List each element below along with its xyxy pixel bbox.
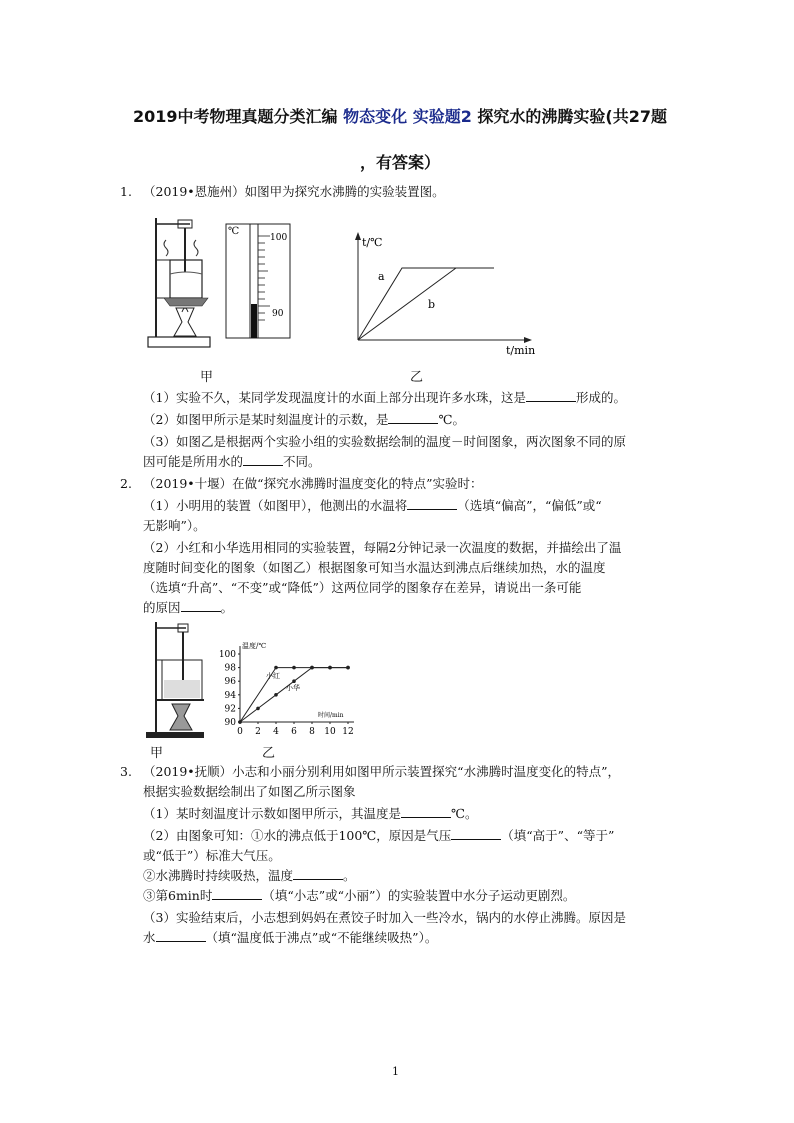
- q1-sub1: （1）实验不久，某同学发现温度计的水面上部分出现许多水珠，这是 形成的。: [143, 390, 626, 405]
- chart-y-tick-label: 96: [224, 677, 236, 688]
- q3-sub1: （1）某时刻温度计示数如图甲所示，其温度是 ℃。: [143, 806, 478, 821]
- q3-stem: （2019•抚顺）小志和小丽分别利用如图甲所示装置探究“水沸腾时温度变化的特点”，: [143, 764, 620, 779]
- chart-point: [310, 666, 314, 670]
- q2-fig-jia-caption: 甲: [150, 746, 164, 761]
- thermo-unit-label: ℃: [228, 226, 240, 237]
- q2-sub2: （2）小红和小华选用相同的实验装置，每隔2分钟记录一次温度的数据，并描绘出了温: [143, 540, 622, 555]
- chart-point: [256, 707, 260, 711]
- page-title: [100, 106, 700, 128]
- chart-point: [292, 666, 296, 670]
- q3-sub3-cont: 水 （填“温度低于沸点”或“不能继续吸热”）。: [143, 930, 438, 945]
- thermo-100-label: 100: [270, 233, 288, 243]
- q2-sub1: （1）小明用的装置（如图甲），他测出的水温将 （选填“偏高”，“偏低”或“: [143, 498, 602, 513]
- q1-stem: （2019•恩施州）如图甲为探究水沸腾的实验装置图。: [143, 184, 445, 199]
- q1-graph-figure: [338, 230, 548, 360]
- q3-stem-cont: 根据实验数据绘制出了如图乙所示图象: [143, 784, 356, 799]
- q2-apparatus-figure: [142, 620, 210, 740]
- q2-sub2-cont1: 度随时间变化的图象（如图乙）根据图象可知当水温达到沸点后继续加热，水的温度: [143, 560, 606, 575]
- q1-thermometer-figure: [224, 222, 292, 340]
- chart-xlabel: 时间/min: [318, 712, 344, 719]
- chart-y-tick-label: 94: [224, 690, 236, 701]
- q1-number: 1.: [120, 184, 132, 199]
- chart-y-tick-label: 98: [224, 663, 236, 674]
- chart-x-tick-label: 12: [342, 727, 354, 737]
- title-part1: 2019中考物理真题分类汇编: [132, 107, 338, 126]
- chart-point: [238, 720, 242, 724]
- chart-x-tick-label: 6: [291, 727, 297, 737]
- q3-number: 3.: [120, 764, 132, 779]
- chart-x-tick-label: 10: [324, 727, 336, 737]
- chart-label-xiaohong: 小红: [266, 672, 280, 680]
- chart-x-tick-label: 0: [237, 727, 243, 737]
- chart-x-tick-label: 4: [273, 727, 279, 737]
- q2-sub2-cont2: （选填“升高”、“不变”或“降低”）这两位同学的图象存在差异，请说出一条可能: [143, 580, 582, 595]
- q2-sub1-cont: 无影响”）。: [143, 518, 206, 533]
- chart-point: [274, 666, 278, 670]
- chart-x-tick-label: 8: [309, 727, 315, 737]
- chart-y-tick-label: 90: [224, 718, 236, 728]
- q1-sub3-cont: 因可能是所用水的 不同。: [143, 454, 321, 469]
- page-title-line2: ，有答案）: [359, 153, 440, 172]
- graph-xlabel: t/min: [506, 344, 536, 357]
- title-part4: 探究水的沸腾实验(共27题: [477, 107, 668, 126]
- q2-number: 2.: [120, 476, 132, 491]
- q1-apparatus-figure: [140, 212, 220, 352]
- q2-sub2-cont3: 的原因 。: [143, 600, 234, 615]
- chart-point: [346, 666, 350, 670]
- q1-sub2: （2）如图甲所示是某时刻温度计的示数，是 ℃。: [143, 412, 465, 427]
- chart-title: 温度/℃: [242, 642, 267, 650]
- q2-stem: （2019•十堰）在做“探究水沸腾时温度变化的特点”实验时：: [143, 476, 483, 491]
- q1-sub3: （3）如图乙是根据两个实验小组的实验数据绘制的温度－时间图象，两次图象不同的原: [143, 434, 626, 449]
- q3-sub2-item2: ②水沸腾时持续吸热，温度 。: [143, 868, 356, 883]
- graph-label-b: b: [428, 298, 436, 311]
- thermo-90-label: 90: [272, 309, 284, 319]
- q2-chart: [214, 640, 364, 740]
- q3-sub3: （3）实验结束后，小志想到妈妈在煮饺子时加入一些冷水，锅内的水停止沸腾。原因是: [143, 910, 626, 925]
- q3-sub2: （2）由图象可知：①水的沸点低于100℃，原因是气压 （填“高于”、“等于”: [143, 828, 615, 843]
- chart-label-xiaohua: 小华: [286, 684, 300, 692]
- q1-fig-yi-caption: 乙: [410, 370, 424, 385]
- chart-point: [292, 679, 296, 683]
- graph-ylabel: t/℃: [362, 236, 383, 249]
- chart-y-tick-label: 100: [218, 650, 236, 660]
- chart-y-tick-label: 92: [224, 704, 236, 715]
- page-number: 1: [392, 1065, 399, 1078]
- chart-point: [328, 666, 332, 670]
- chart-x-tick-label: 2: [255, 727, 261, 737]
- q3-sub2-item3: ③第6min时 （填“小志”或“小丽”）的实验装置中水分子运动更剧烈。: [143, 888, 576, 903]
- graph-label-a: a: [378, 270, 385, 283]
- q1-fig-jia-caption: 甲: [200, 370, 214, 385]
- title-part3: 实验题2: [412, 107, 472, 126]
- chart-point: [274, 693, 278, 697]
- q3-sub2-cont: 或“低于”）标准大气压。: [143, 848, 281, 863]
- title-part2: 物态变化: [343, 107, 408, 126]
- q2-fig-yi-caption: 乙: [262, 746, 276, 761]
